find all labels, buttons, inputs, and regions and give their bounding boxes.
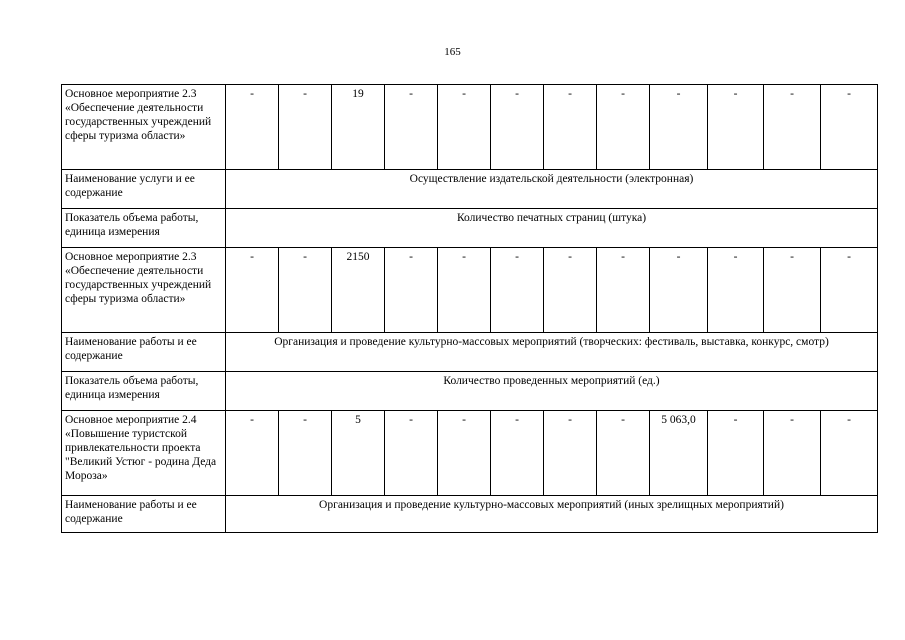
value-cell: - <box>385 85 438 170</box>
value-cell: 5 063,0 <box>650 411 708 496</box>
table-row <box>62 496 878 533</box>
row-description: Количество проведенных мероприятий (ед.) <box>226 372 878 411</box>
value-cell: - <box>764 248 821 333</box>
value-cell: - <box>226 248 279 333</box>
value-cell: - <box>491 411 544 496</box>
row-label: Наименование работы и ее содержание <box>62 496 226 533</box>
row-description: Количество печатных страниц (штука) <box>226 209 878 248</box>
row-label: Показатель объема работы, единица измерения <box>62 209 226 248</box>
value-cell: - <box>226 85 279 170</box>
row-label: Наименование работы и ее содержание <box>62 333 226 372</box>
row-description: Организация и проведение культурно-массовых мероприятий (иных зрелищных мероприятий) <box>226 496 878 533</box>
budget-table <box>61 84 878 533</box>
row-label: Основное мероприятие 2.3 «Обеспечение деятельности государственных учреждений сферы туризма области» <box>62 248 226 333</box>
value-cell: 19 <box>332 85 385 170</box>
value-cell: - <box>279 411 332 496</box>
value-cell: - <box>279 85 332 170</box>
table-row <box>62 209 878 248</box>
value-cell: - <box>544 85 597 170</box>
row-label: Основное мероприятие 2.3 «Обеспечение деятельности государственных учреждений сферы туризма области» <box>62 85 226 170</box>
value-cell: - <box>764 411 821 496</box>
value-cell: - <box>385 411 438 496</box>
table-row <box>62 411 878 496</box>
value-cell: - <box>491 248 544 333</box>
value-cell: 5 <box>332 411 385 496</box>
value-cell: - <box>226 411 279 496</box>
table-row <box>62 333 878 372</box>
row-description: Организация и проведение культурно-массовых мероприятий (творческих: фестиваль, выставка, конкурс, смотр) <box>226 333 878 372</box>
table-row <box>62 85 878 170</box>
value-cell: - <box>597 248 650 333</box>
value-cell: - <box>491 85 544 170</box>
value-cell: - <box>821 411 878 496</box>
value-cell: - <box>650 248 708 333</box>
value-cell: - <box>279 248 332 333</box>
value-cell: - <box>708 248 764 333</box>
table-row <box>62 170 878 209</box>
value-cell: - <box>438 411 491 496</box>
value-cell: - <box>385 248 438 333</box>
row-label: Показатель объема работы, единица измерения <box>62 372 226 411</box>
table-row <box>62 248 878 333</box>
value-cell: - <box>438 85 491 170</box>
value-cell: - <box>821 248 878 333</box>
value-cell: - <box>708 411 764 496</box>
value-cell: - <box>708 85 764 170</box>
row-label: Наименование услуги и ее содержание <box>62 170 226 209</box>
row-description: Осуществление издательской деятельности (электронная) <box>226 170 878 209</box>
value-cell: - <box>821 85 878 170</box>
page-number: 165 <box>444 46 461 58</box>
value-cell: - <box>438 248 491 333</box>
value-cell: - <box>597 85 650 170</box>
value-cell: - <box>650 85 708 170</box>
row-label: Основное мероприятие 2.4 «Повышение туристской привлекательности проекта "Великий Устюг - родина Деда Мороза» <box>62 411 226 496</box>
table-row <box>62 372 878 411</box>
value-cell: - <box>764 85 821 170</box>
value-cell: - <box>544 411 597 496</box>
value-cell: - <box>544 248 597 333</box>
value-cell: 2150 <box>332 248 385 333</box>
value-cell: - <box>597 411 650 496</box>
